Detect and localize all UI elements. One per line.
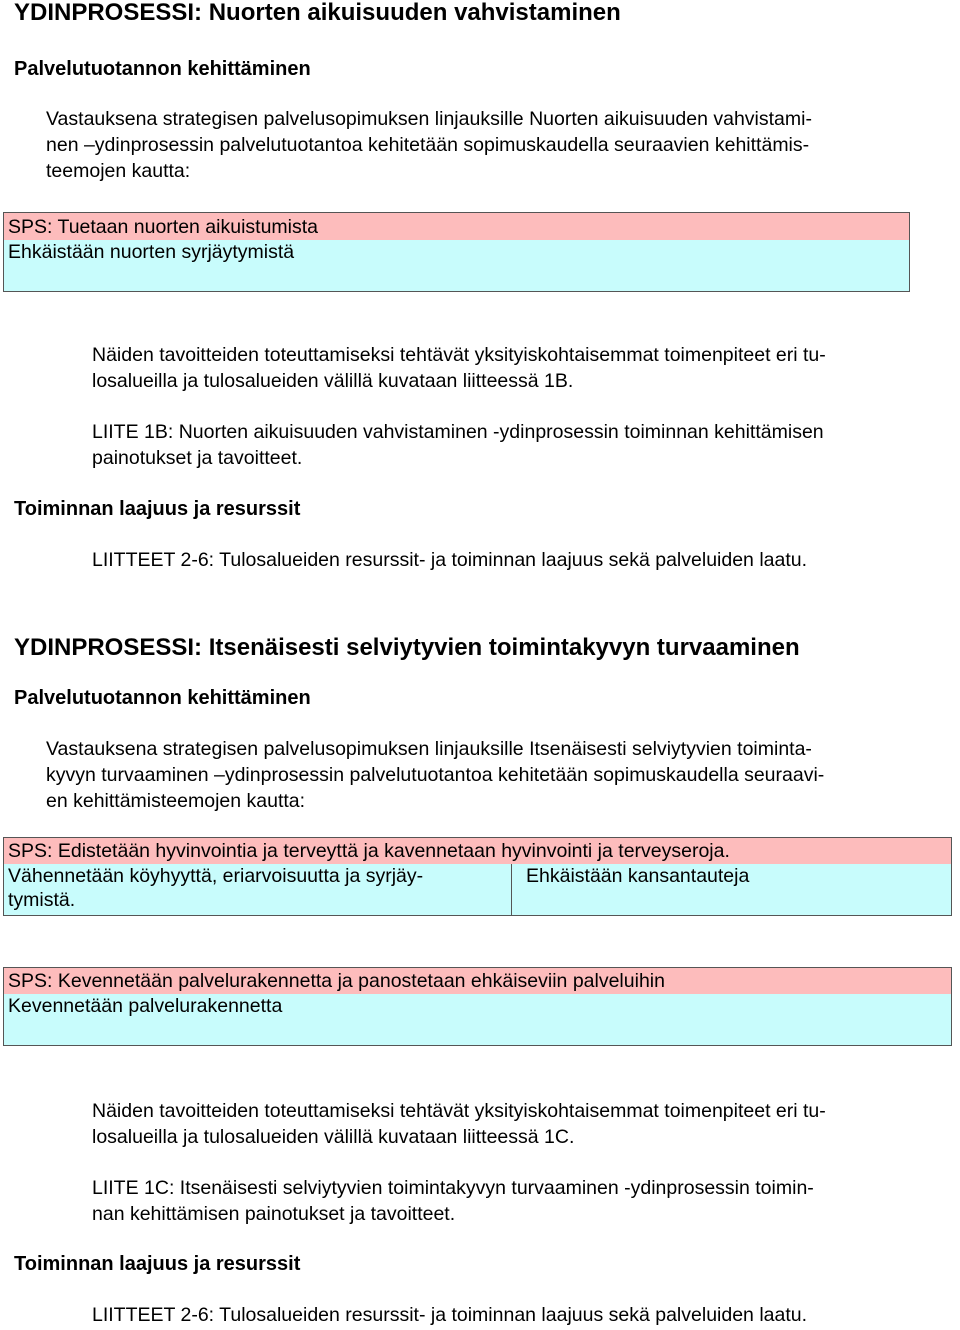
actions-line: Näiden tavoitteiden toteuttamiseksi tehtävät yksityiskohtaisemmat toimenpiteet eri tu- — [92, 1100, 826, 1122]
intro-line: teemojen kautta: — [46, 160, 191, 182]
sps-row: SPS: Tuetaan nuorten aikuistumista — [4, 213, 909, 240]
intro-line: Vastauksena strategisen palvelusopimuksen linjauksille Nuorten aikuisuuden vahvistami- — [46, 108, 812, 130]
section2-intro — [46, 736, 824, 814]
intro-line: kyvyn turvaaminen –ydinprosessin palvelutuotantoa kehitetään sopimuskaudella seuraavi- — [46, 764, 825, 786]
intro-line: Vastauksena strategisen palvelusopimuksen linjauksille Itsenäisesti selviytyvien toiminta- — [46, 738, 812, 760]
section1-title: YDINPROSESSI: Nuorten aikuisuuden vahvistaminen — [14, 0, 621, 26]
section1-resources-text: LIITTEET 2-6: Tulosalueiden resurssit- ja toiminnan laajuus sekä palveluiden laatu. — [92, 549, 808, 571]
goal-cell: Ehkäistään nuorten syrjäytymistä — [4, 240, 909, 291]
goal-cell: Kevennetään palvelurakennetta — [4, 994, 951, 1045]
goal-cell-right: Ehkäistään kansantauteja — [512, 864, 951, 915]
appendix-line: LIITE 1C: Itsenäisesti selviytyvien toimintakyvyn turvaaminen -ydinprosessin toimin- — [92, 1177, 814, 1199]
goal-line: Vähennetään köyhyyttä, eriarvoisuutta ja syrjäy- — [8, 865, 424, 887]
sps-row: SPS: Edistetään hyvinvointia ja terveyttä ja kavennetaan hyvinvointi ja terveyseroja. — [4, 838, 951, 864]
section1-intro — [46, 106, 812, 184]
section1-subtitle: Palvelutuotannon kehittäminen — [14, 58, 311, 80]
section1-resources-title: Toiminnan laajuus ja resurssit — [14, 498, 301, 520]
section2-goals-table-1 — [3, 837, 952, 916]
appendix-line: painotukset ja tavoitteet. — [92, 447, 303, 469]
section2-appendix — [92, 1175, 814, 1227]
actions-line: losalueilla ja tulosalueiden välillä kuvataan liitteessä 1B. — [92, 370, 574, 392]
intro-line: en kehittämisteemojen kautta: — [46, 790, 306, 812]
section1-appendix — [92, 419, 824, 471]
goal-cell-left — [4, 864, 512, 915]
sps-row: SPS: Kevennetään palvelurakennetta ja panostetaan ehkäiseviin palveluihin — [4, 968, 951, 994]
section2-title: YDINPROSESSI: Itsenäisesti selviytyvien toimintakyvyn turvaaminen — [14, 634, 800, 661]
section2-subtitle: Palvelutuotannon kehittäminen — [14, 687, 311, 709]
actions-line: losalueilla ja tulosalueiden välillä kuvataan liitteessä 1C. — [92, 1126, 575, 1148]
goal-line: tymistä. — [8, 889, 76, 911]
section1-actions — [92, 342, 826, 394]
actions-line: Näiden tavoitteiden toteuttamiseksi tehtävät yksityiskohtaisemmat toimenpiteet eri tu- — [92, 344, 826, 366]
section1-goals-table — [3, 212, 910, 292]
section2-actions — [92, 1098, 826, 1150]
appendix-line: nan kehittämisen painotukset ja tavoitteet. — [92, 1203, 456, 1225]
section2-goals-table-2 — [3, 967, 952, 1046]
section2-resources-title: Toiminnan laajuus ja resurssit — [14, 1253, 301, 1275]
section2-resources-text: LIITTEET 2-6: Tulosalueiden resurssit- ja toiminnan laajuus sekä palveluiden laatu. — [92, 1304, 808, 1326]
appendix-line: LIITE 1B: Nuorten aikuisuuden vahvistaminen -ydinprosessin toiminnan kehittämisen — [92, 421, 824, 443]
intro-line: nen –ydinprosessin palvelutuotantoa kehitetään sopimuskaudella seuraavien kehittämis- — [46, 134, 810, 156]
